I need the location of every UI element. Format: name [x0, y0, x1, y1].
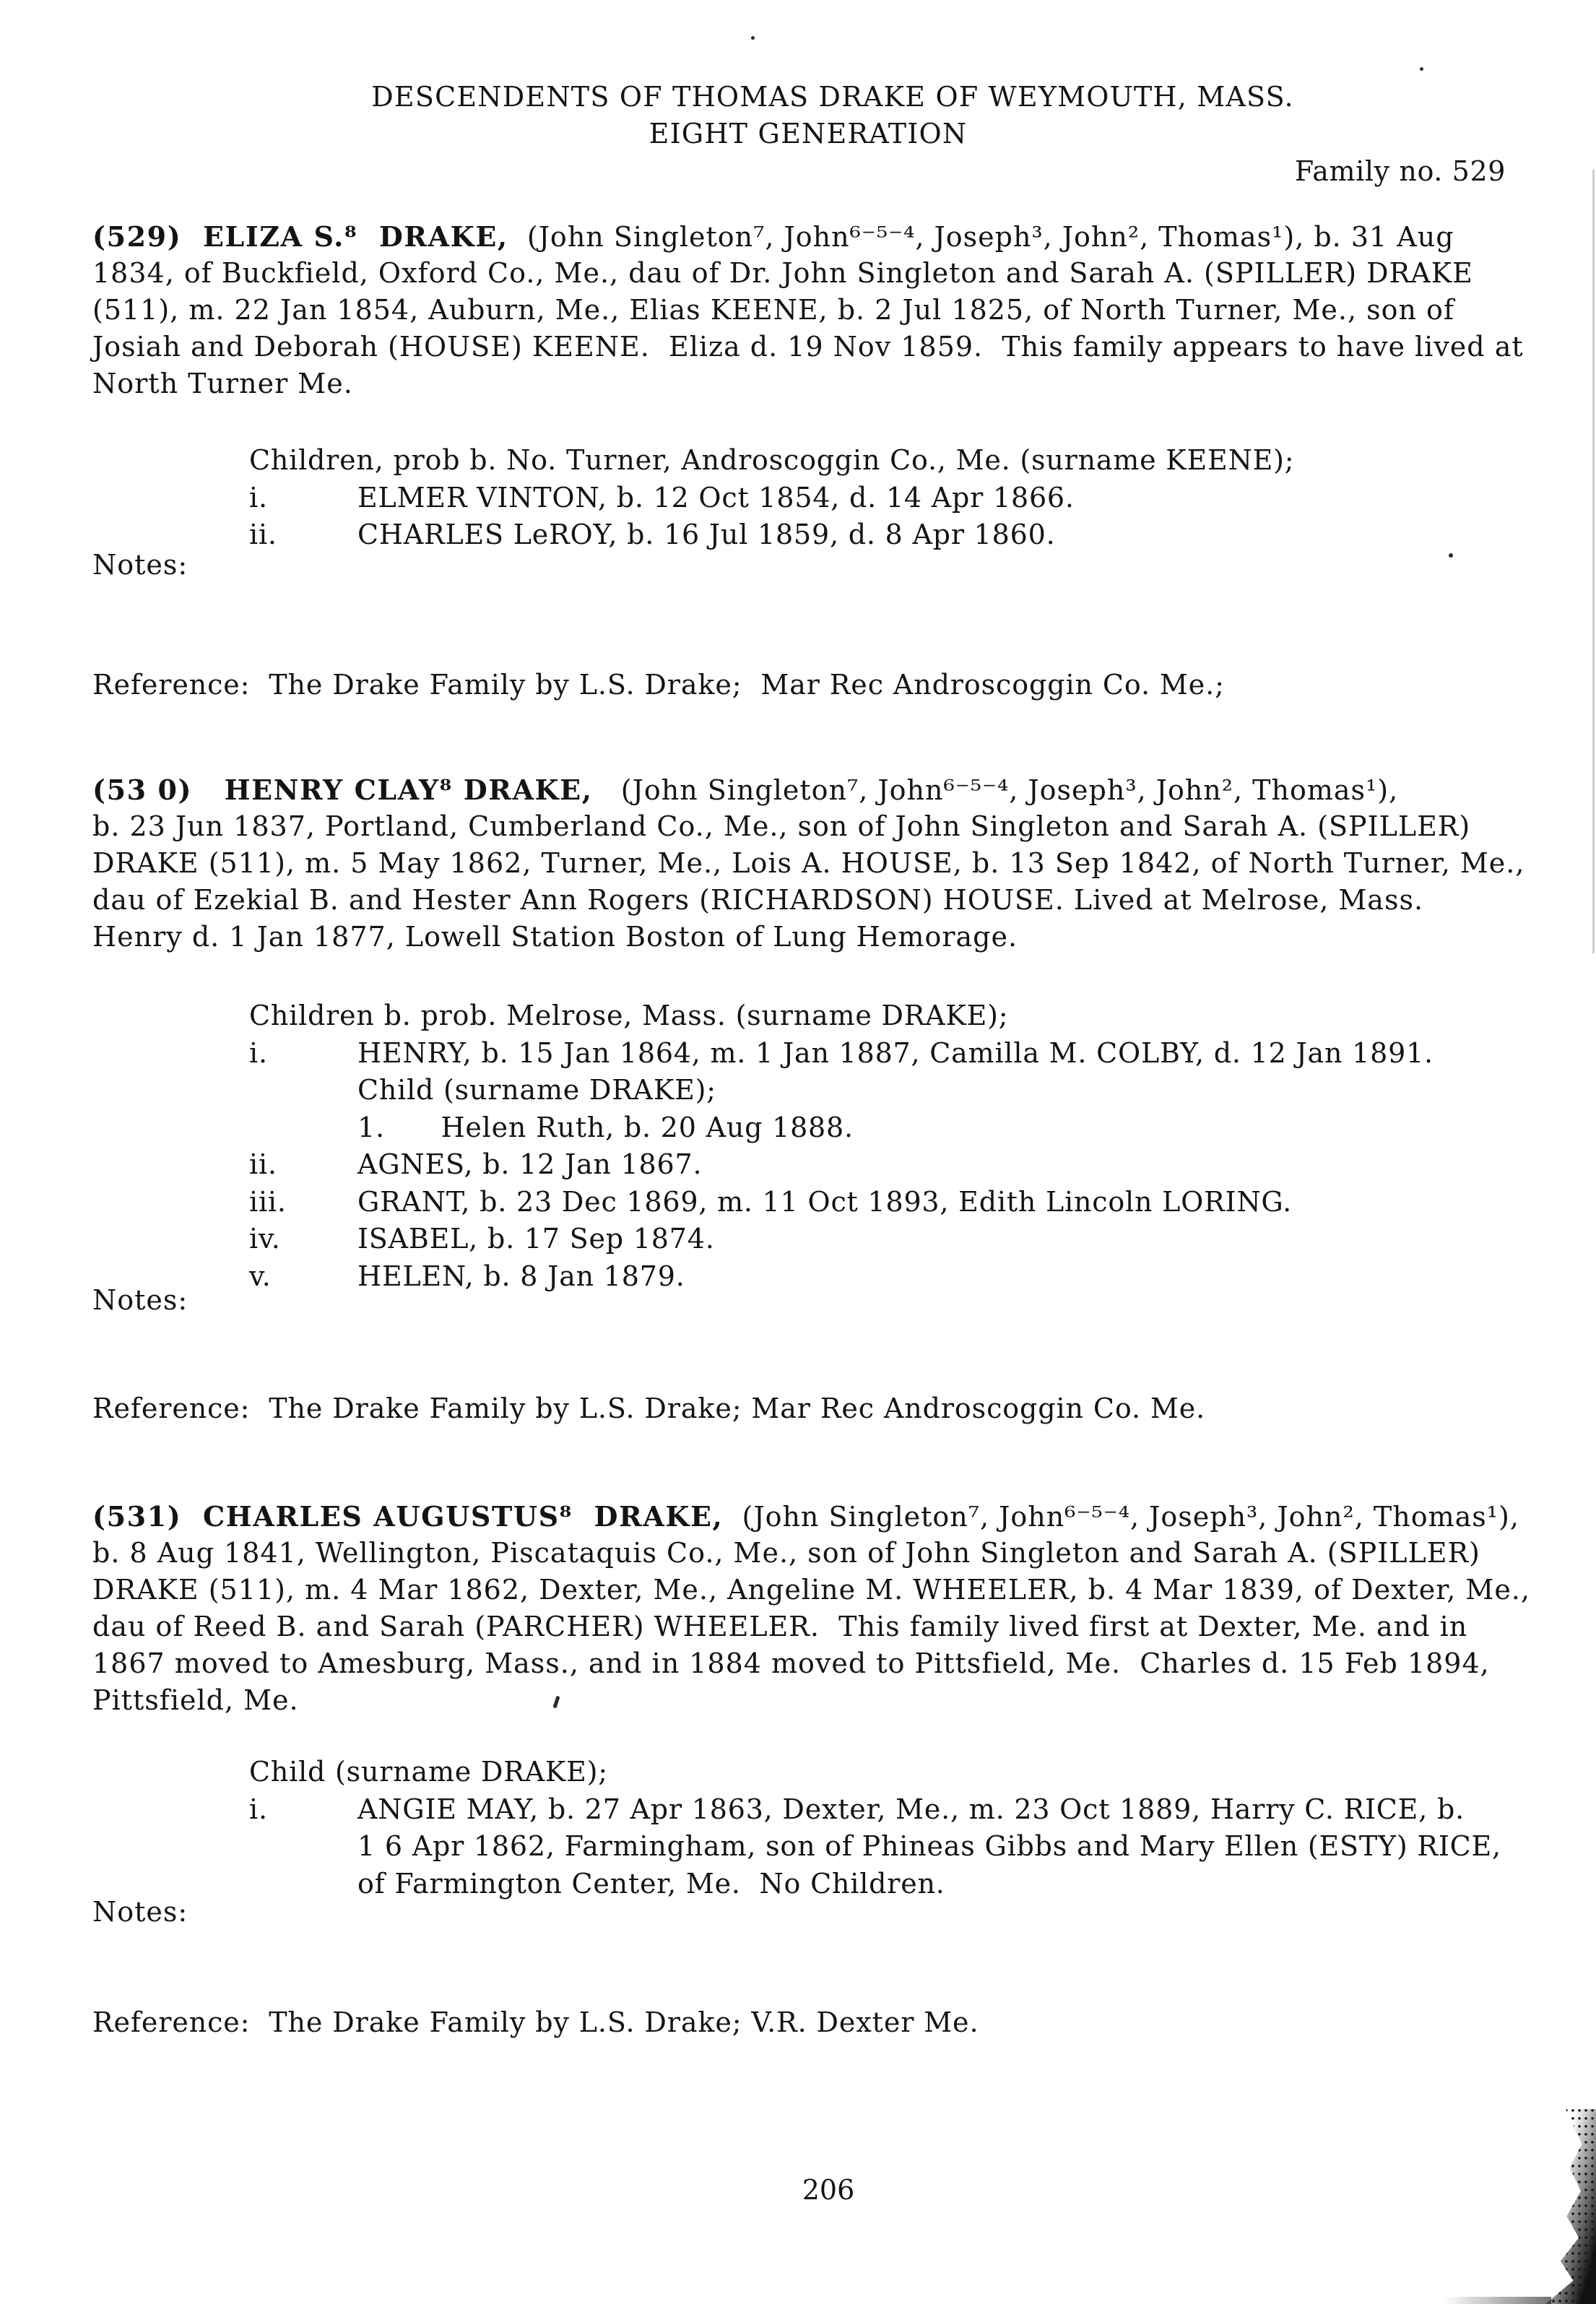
child-text [357, 516, 1294, 554]
scan-speck [1420, 67, 1423, 71]
grandchild-line: 1. Helen Ruth, b. 20 Aug 1888. [357, 1111, 854, 1143]
child-text [357, 1791, 1501, 1903]
family-529-id-name: (529) ELIZA S.⁸ DRAKE, [92, 220, 508, 253]
family-530-children [249, 997, 1434, 1295]
paragraph-line: 1867 moved to Amesburg, Mass., and in 1884 moved to Pittsfield, Me. Charles d. 15 Feb 1894, [92, 1647, 1490, 1679]
child-row [249, 516, 1294, 554]
family-531-lineage: (John Singleton⁷, John⁶⁻⁵⁻⁴, Joseph³, John², Thomas¹), [723, 1501, 1519, 1533]
title-line-2: EIGHT GENERATION [649, 118, 968, 150]
child-row [249, 1035, 1434, 1147]
paragraph-line: Josiah and Deborah (HOUSE) KEENE. Eliza d. 19 Nov 1859. This family appears to have lived at [92, 331, 1524, 363]
title-line-1: DESCENDENTS OF THOMAS DRAKE OF WEYMOUTH, MASS. [371, 81, 1294, 113]
child-text-line: ELMER VINTON, b. 12 Oct 1854, d. 14 Apr 1866. [357, 481, 1075, 514]
grandchild-header-line: Child (surname DRAKE); [357, 1074, 716, 1106]
notes-label: Notes: [92, 1896, 188, 1928]
child-row [249, 1791, 1501, 1903]
child-text [357, 1221, 1434, 1258]
child-text [357, 1184, 1434, 1221]
family-529-lineage: (John Singleton⁷, John⁶⁻⁵⁻⁴, Joseph³, John², Thomas¹), b. 31 Aug [508, 221, 1454, 253]
family-530-heading [92, 771, 1525, 808]
child-text [357, 1035, 1434, 1147]
scan-corner-artifact [1545, 2109, 1596, 2304]
notes-label: Notes: [92, 549, 188, 581]
scan-edge-line-artifact [1592, 170, 1595, 953]
child-text [357, 1146, 1434, 1184]
family-number-label: Family no. 529 [1294, 155, 1506, 187]
child-text-line: CHARLES LeROY, b. 16 Jul 1859, d. 8 Apr 1860. [357, 519, 1056, 550]
child-row [249, 1146, 1434, 1184]
child-row [249, 1184, 1434, 1221]
paragraph-line: 1834, of Buckfield, Oxford Co., Me., dau of Dr. John Singleton and Sarah A. (SPILLER) DRAKE [92, 257, 1473, 289]
paragraph-line: DRAKE (511), m. 5 May 1862, Turner, Me., Lois A. HOUSE, b. 13 Sep 1842, of North Turner, Me., [92, 847, 1525, 879]
child-text-line: 1 6 Apr 1862, Farmingham, son of Phineas Gibbs and Mary Ellen (ESTY) RICE, [357, 1830, 1501, 1862]
child-text-line: ISABEL, b. 17 Sep 1874. [357, 1223, 715, 1255]
family-530-id-name: (53 0) HENRY CLAY⁸ DRAKE, [92, 774, 593, 806]
scan-speck [1449, 553, 1453, 558]
scan-speck [751, 36, 755, 40]
reference-line: Reference: The Drake Family by L.S. Drake; Mar Rec Androscoggin Co. Me. [92, 1393, 1206, 1424]
paragraph-line: North Turner Me. [92, 368, 353, 399]
family-529-paragraph [92, 218, 1524, 402]
child-numeral: v. [249, 1260, 272, 1292]
family-530-paragraph [92, 771, 1525, 956]
child-text-line: ANGIE MAY, b. 27 Apr 1863, Dexter, Me., m. 23 Oct 1889, Harry C. RICE, b. [357, 1793, 1465, 1825]
children-header: Children b. prob. Melrose, Mass. (surname DRAKE); [249, 1000, 1009, 1031]
paragraph-line: b. 23 Jun 1837, Portland, Cumberland Co., Me., son of John Singleton and Sarah A. (SPILLER) [92, 810, 1471, 842]
family-531-id-name: (531) CHARLES AUGUSTUS⁸ DRAKE, [92, 1500, 724, 1533]
child-numeral: iii. [249, 1185, 287, 1218]
paragraph-line: (511), m. 22 Jan 1854, Auburn, Me., Elias KEENE, b. 2 Jul 1825, of North Turner, Me., son of [92, 294, 1454, 326]
children-header: Children, prob b. No. Turner, Androscoggin Co., Me. (surname KEENE); [249, 444, 1295, 476]
child-text-line: HELEN, b. 8 Jan 1879. [357, 1260, 685, 1292]
child-numeral: ii. [249, 519, 277, 550]
child-row [249, 480, 1294, 517]
child-text [357, 1258, 1434, 1296]
child-text-line: HENRY, b. 15 Jan 1864, m. 1 Jan 1887, Camilla M. COLBY, d. 12 Jan 1891. [357, 1036, 1434, 1069]
child-text-line: of Farmington Center, Me. No Children. [357, 1867, 945, 1900]
family-529-heading [92, 218, 1524, 255]
paragraph-line: b. 8 Aug 1841, Wellington, Piscataquis Co., Me., son of John Singleton and Sarah A. (SPILLER) [92, 1537, 1480, 1569]
page-number: 206 [802, 2174, 855, 2206]
child-text-line: AGNES, b. 12 Jan 1867. [357, 1148, 703, 1180]
reference-line: Reference: The Drake Family by L.S. Drake; V.R. Dexter Me. [92, 2006, 979, 2038]
family-531-paragraph [92, 1498, 1530, 1719]
child-numeral: iv. [249, 1223, 281, 1255]
paragraph-line: Henry d. 1 Jan 1877, Lowell Station Boston of Lung Hemorage. [92, 921, 1018, 953]
child-numeral: i. [249, 1793, 268, 1825]
children-header: Child (surname DRAKE); [249, 1756, 608, 1788]
child-numeral: i. [249, 481, 268, 514]
family-531-children [249, 1754, 1501, 1902]
notes-label: Notes: [92, 1284, 188, 1316]
family-530-lineage: (John Singleton⁷, John⁶⁻⁵⁻⁴, Joseph³, John², Thomas¹), [592, 774, 1399, 806]
paragraph-line: dau of Reed B. and Sarah (PARCHER) WHEELER. This family lived first at Dexter, Me. and in [92, 1611, 1468, 1642]
child-text [357, 480, 1294, 517]
child-numeral: ii. [249, 1148, 277, 1180]
paragraph-line: Pittsfield, Me. [92, 1684, 299, 1716]
child-row [249, 1221, 1434, 1258]
child-numeral: i. [249, 1036, 268, 1069]
family-529-children [249, 442, 1294, 554]
paragraph-line: DRAKE (511), m. 4 Mar 1862, Dexter, Me., Angeline M. WHEELER, b. 4 Mar 1839, of Dexter, Me., [92, 1574, 1530, 1606]
child-row [249, 1258, 1434, 1296]
family-531-heading [92, 1498, 1530, 1535]
child-text-line: GRANT, b. 23 Dec 1869, m. 11 Oct 1893, Edith Lincoln LORING. [357, 1185, 1293, 1218]
scan-bottom-edge-artifact [1443, 2297, 1551, 2304]
paragraph-line: dau of Ezekial B. and Hester Ann Rogers (RICHARDSON) HOUSE. Lived at Melrose, Mass. [92, 884, 1424, 916]
reference-line: Reference: The Drake Family by L.S. Drake; Mar Rec Androscoggin Co. Me.; [92, 669, 1225, 701]
